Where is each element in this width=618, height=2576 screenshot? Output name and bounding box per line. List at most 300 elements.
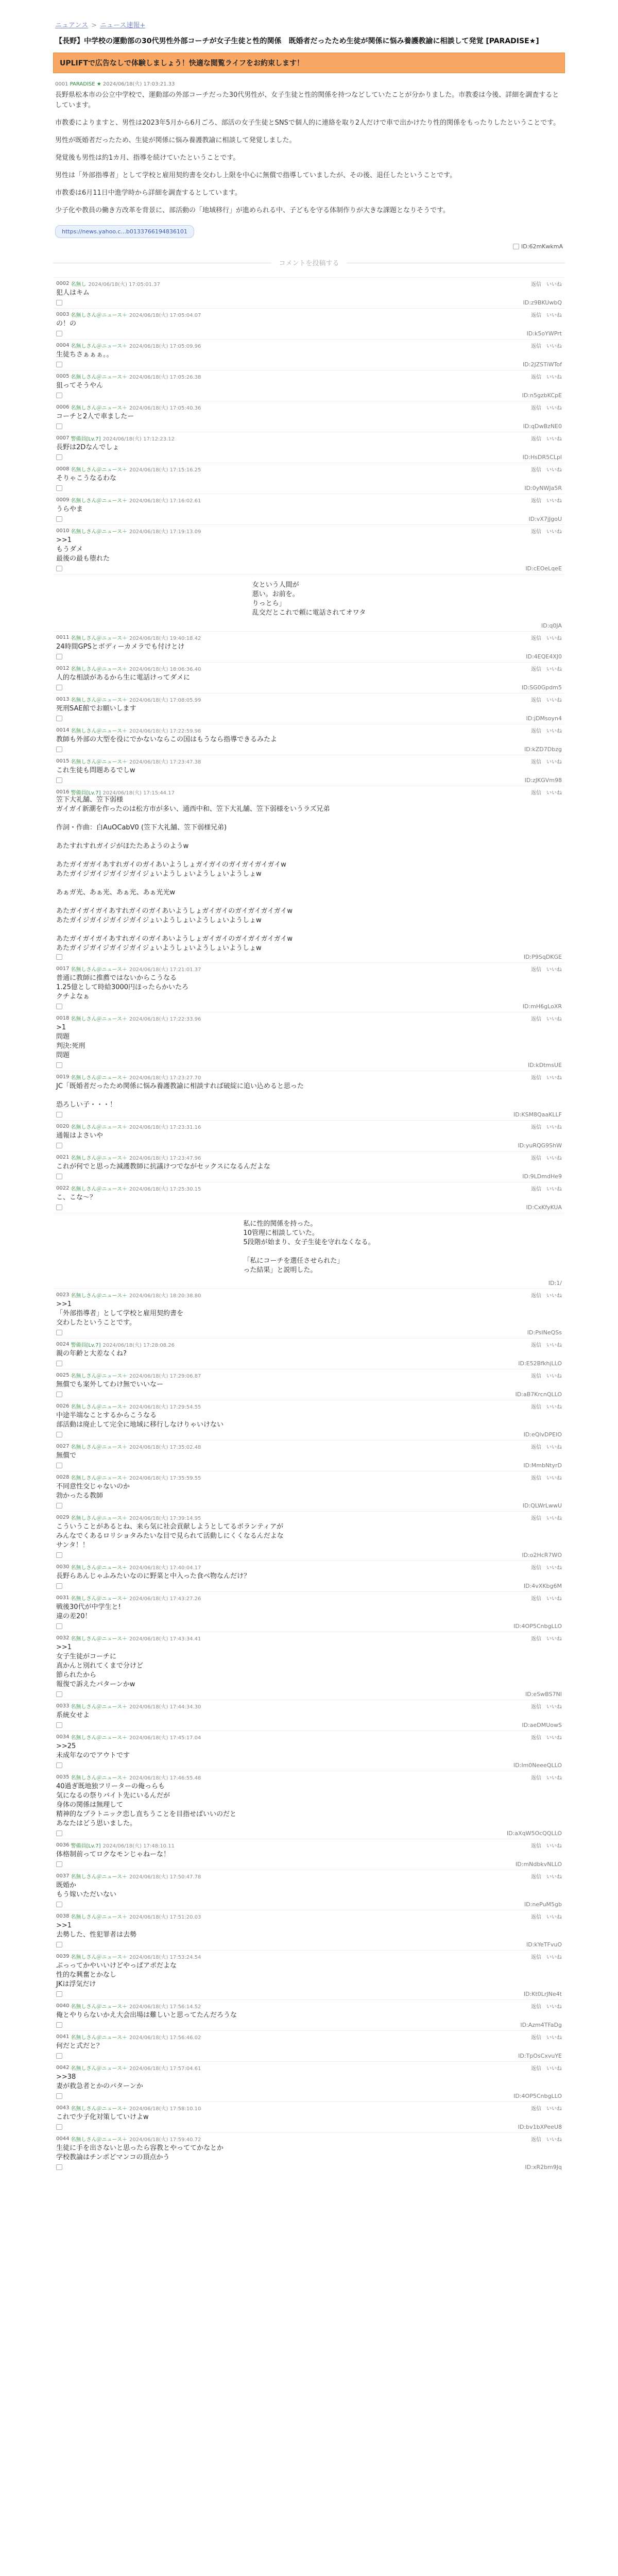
like-button[interactable]: いいね [546,790,562,796]
reply-icon[interactable] [56,1831,62,1836]
reply-icon[interactable] [56,1062,62,1068]
reply-icon[interactable] [56,516,62,522]
comment-user-id[interactable]: ID:mNdbkvNLLO [516,1861,562,1868]
uplift-banner[interactable]: UPLIFTで広告なしで体験しましょう！快適な閲覧ライフをお約束します！ [53,53,565,73]
like-button[interactable]: いいね [546,1155,562,1161]
comment-author[interactable]: 名無しさん＠ニュース＋ [71,1373,127,1379]
reply-button[interactable]: 返信 [531,1914,541,1920]
like-button[interactable]: いいね [546,967,562,973]
comment-author[interactable]: 名無しさん＠ニュース＋ [71,1016,127,1022]
source-link[interactable]: https://news.yahoo.c...b0133766194836101 [55,225,194,238]
like-button[interactable]: いいね [546,2065,562,2072]
comment-user-id[interactable]: ID:4vXKbg6M [523,1583,562,1589]
comment-user-id[interactable]: ID:k5oYWPrt [526,330,562,337]
like-button[interactable]: いいね [546,1373,562,1379]
reply-button[interactable]: 返信 [531,697,541,703]
comment-author[interactable]: 名無しさん＠ニュース＋ [71,1186,127,1192]
reply-button[interactable]: 返信 [531,635,541,641]
reply-icon[interactable] [56,331,62,336]
comment-header [56,1912,562,1920]
breadcrumb-item-home[interactable]: ニュアンス [55,22,89,29]
reply-icon[interactable] [513,244,519,249]
comment-user-id[interactable]: ID:P9SqDKGE [523,954,562,960]
reply-button[interactable]: 返信 [531,1475,541,1481]
like-button[interactable]: いいね [546,1444,562,1450]
reply-icon[interactable] [56,454,62,460]
comment-author[interactable]: 警備員[Lv.7] [71,1342,101,1348]
comment-date: 2024/06/18(火) 17:05:01.37 [88,281,160,287]
like-button[interactable]: いいね [546,405,562,411]
like-button[interactable]: いいね [546,1186,562,1192]
poster-name[interactable]: PARADISE ★ [70,81,101,87]
comment-user-id[interactable]: ID:QLWrLwwU [522,1502,562,1509]
comment-author[interactable]: 名無しさん＠ニュース＋ [71,312,127,318]
like-button[interactable]: いいね [546,343,562,349]
reply-button[interactable]: 返信 [531,281,541,287]
reply-icon[interactable] [56,1623,62,1629]
comment-number[interactable]: 0020 [56,1123,70,1129]
reply-icon[interactable] [56,1861,62,1867]
comment-body: こ、こな～？ [56,1194,97,1201]
like-button[interactable]: いいね [546,1843,562,1849]
comment-line [56,897,562,907]
like-button[interactable]: いいね [546,759,562,765]
comment-author[interactable]: 名無しさん＠ニュース＋ [71,2004,127,2010]
reply-button[interactable]: 返信 [531,1704,541,1710]
comment-author[interactable]: 名無し [71,281,87,287]
comment-number[interactable]: 0006 [56,404,70,410]
comment-user-id[interactable]: ID:nePuM5gb [524,1901,562,1908]
reply-icon[interactable] [56,2053,62,2059]
comment-number[interactable]: 0013 [56,696,70,702]
comment-number[interactable]: 0031 [56,1595,70,1601]
reply-button[interactable]: 返信 [531,1124,541,1130]
reply-icon[interactable] [56,1691,62,1697]
comment-user-id[interactable]: ID:n5gzbKCpE [522,392,562,399]
reply-button[interactable]: 返信 [531,343,541,349]
comment-user-id[interactable]: ID:zJKGVm98 [524,777,562,784]
comment-number[interactable]: 0034 [56,1734,70,1740]
comment-user-id[interactable]: ID:aB7KrcnQLLO [515,1391,562,1398]
reply-button[interactable]: 返信 [531,1404,541,1410]
like-button[interactable]: いいね [546,1016,562,1022]
comment-author[interactable]: 名無しさん＠ニュース＋ [71,1404,127,1410]
like-button[interactable]: いいね [546,1475,562,1481]
comment-user-id[interactable]: ID:9LDmdHe9 [522,1173,562,1180]
comment-date: 2024/06/18(火) 17:56:14.52 [129,2004,201,2010]
comment-user-id[interactable]: ID:HsDR5CLpl [522,454,562,461]
comment-number[interactable]: 0040 [56,2003,70,2009]
reply-button[interactable]: 返信 [531,2035,541,2041]
comment-number[interactable]: 0021 [56,1154,70,1160]
reply-button[interactable]: 返信 [531,1565,541,1571]
reply-icon[interactable] [56,1762,62,1768]
comment-body: >>1 女子生徒がコーチに 真かんと別れてくまで分けど 節られたから 報復で訴えたパターンかw [56,1643,144,1688]
reply-button[interactable]: 返信 [531,2004,541,2010]
like-button[interactable]: いいね [546,467,562,473]
comment-user-id[interactable]: ID:MmbNtyrD [523,1462,562,1469]
comment-number[interactable]: 0007 [56,435,70,441]
comment-line: あたガイジガイジガイジガイジょいようしょいようしょいようしょw [56,917,262,924]
comment-body: 死刑SAE館でお願いします [56,705,136,713]
comment-number[interactable]: 0014 [56,727,70,733]
reply-button[interactable]: 返信 [531,1186,541,1192]
comment-date: 2024/06/18(火) 17:35:02.48 [129,1444,201,1450]
reply-button[interactable]: 返信 [531,467,541,473]
comment-item [53,494,565,524]
comment-line: あたガイガガイあすれガイのガイあいようしょガイガイのガイガイガイガイw [56,861,286,869]
comment-date: 2024/06/18(火) 17:15:44.17 [102,790,175,796]
comment-user-id[interactable]: ID:2JZSTiWTof [523,361,562,368]
comment-author[interactable]: 名無しさん＠ニュース＋ [71,967,127,973]
comment-number[interactable]: 0004 [56,342,70,348]
comment-separator[interactable] [53,258,565,268]
reply-button[interactable]: 返信 [531,1016,541,1022]
comment-user-id[interactable]: ID:PsINeQSs [527,1329,562,1336]
reply-button[interactable]: 返信 [531,1775,541,1781]
like-button[interactable]: いいね [546,1075,562,1081]
comment-user-id[interactable]: ID:Azm4TFaDg [520,2022,562,2028]
comment-footer [56,1829,562,1837]
reply-icon[interactable] [56,777,62,783]
comment-number[interactable]: 0017 [56,965,70,972]
reply-button[interactable]: 返信 [531,405,541,411]
like-button[interactable]: いいね [546,1874,562,1880]
comment-author[interactable]: 名無しさん＠ニュース＋ [71,1874,127,1880]
reply-icon[interactable] [56,685,62,690]
like-button[interactable]: いいね [546,666,562,672]
reply-icon[interactable] [56,1004,62,1009]
reply-icon[interactable] [56,1174,62,1179]
reply-button[interactable]: 返信 [531,1373,541,1379]
like-button[interactable]: いいね [546,1404,562,1410]
comment-number[interactable]: 0012 [56,665,70,671]
reply-icon[interactable] [56,566,62,571]
comment-number[interactable]: 0037 [56,1873,70,1879]
comment-author[interactable]: 名無しさん＠ニュース＋ [71,1293,127,1299]
comment-author[interactable]: 名無しさん＠ニュース＋ [71,728,127,734]
comment-user-id[interactable]: ID:jDMsoyn4 [526,715,562,722]
like-button[interactable]: いいね [546,697,562,703]
like-button[interactable]: いいね [546,1565,562,1571]
comment-number[interactable]: 0042 [56,2064,70,2071]
comment-user-id[interactable]: ID:mH6gLoXR [522,1003,562,1010]
comment-author[interactable]: 名無しさん＠ニュース＋ [71,1124,127,1130]
reply-button[interactable]: 返信 [531,759,541,765]
like-button[interactable]: いいね [546,635,562,641]
comment-author[interactable]: 名無しさん＠ニュース＋ [71,1775,127,1781]
reply-button[interactable]: 返信 [531,666,541,672]
reply-button[interactable]: 返信 [531,1342,541,1348]
comment-number[interactable]: 0015 [56,758,70,764]
comment-number[interactable]: 0029 [56,1514,70,1520]
comment-number[interactable]: 0016 [56,789,70,795]
comment-author[interactable]: 名無しさん＠ニュース＋ [71,467,127,473]
comment-author[interactable]: 名無しさん＠ニュース＋ [71,2137,127,2143]
reply-icon[interactable] [56,1205,62,1210]
comment-author[interactable]: 名無しさん＠ニュース＋ [71,1954,127,1960]
like-button[interactable]: いいね [546,436,562,442]
comment-user-id[interactable]: ID:4OP5CnbgLLO [513,2093,562,2099]
reply-icon[interactable] [56,747,62,752]
comment-author[interactable]: 名無しさん＠ニュース＋ [71,405,127,411]
comment-user-id[interactable]: ID:kDtmsUE [527,1062,562,1069]
reply-button[interactable]: 返信 [531,2137,541,2143]
comment-number[interactable]: 0025 [56,1372,70,1378]
reply-button[interactable]: 返信 [531,790,541,796]
comment-user-id[interactable]: ID:eSwBS7NI [525,1691,562,1698]
comment-user-id[interactable]: ID:aeDMUowS [522,1722,562,1728]
comment-number[interactable]: 0032 [56,1635,70,1641]
reply-icon[interactable] [56,1361,62,1366]
comment-number[interactable]: 0036 [56,1842,70,1848]
reply-button[interactable]: 返信 [531,1874,541,1880]
comment-number[interactable]: 0035 [56,1774,70,1780]
like-button[interactable]: いいね [546,1124,562,1130]
comment-author[interactable]: 名無しさん＠ニュース＋ [71,2065,127,2072]
comment-user-id[interactable]: ID:E52BfkhjLLO [518,1360,562,1367]
reply-icon[interactable] [56,1143,62,1148]
reply-icon[interactable] [56,716,62,721]
comment-date: 2024/06/18(火) 17:15:16.25 [129,467,201,473]
comment-user-id[interactable]: ID:o2HcR7WO [522,1552,562,1558]
comment-number[interactable]: 0009 [56,497,70,503]
comment-date: 2024/06/18(火) 17:57:04.61 [129,2065,201,2072]
comment-user-id[interactable]: ID:1/ [548,1280,562,1286]
like-button[interactable]: いいね [546,1775,562,1781]
comment-user-id[interactable]: ID:qDwBzNE0 [523,423,562,430]
comment-number[interactable]: 0027 [56,1443,70,1449]
reply-button[interactable]: 返信 [531,312,541,318]
comment-footer [56,1941,562,1948]
comment-item [53,1950,565,1999]
comment-header [56,1733,562,1740]
like-button[interactable]: いいね [546,2137,562,2143]
reply-icon[interactable] [56,2164,62,2170]
reply-icon[interactable] [56,1552,62,1558]
comment-author[interactable]: 名無しさん＠ニュース＋ [71,343,127,349]
comment-author[interactable]: 名無しさん＠ニュース＋ [71,1475,127,1481]
reply-icon[interactable] [56,1392,62,1397]
comment-number[interactable]: 0002 [56,280,70,286]
reply-icon[interactable] [56,393,62,398]
reply-icon[interactable] [56,1583,62,1589]
comment-author[interactable]: 名無しさん＠ニュース＋ [71,635,127,641]
reply-button[interactable]: 返信 [531,1843,541,1849]
comment-user-id[interactable]: ID:4EQE4XJ0 [526,653,562,660]
comment-number[interactable]: 0010 [56,528,70,534]
reply-icon[interactable] [56,1432,62,1437]
like-button[interactable]: いいね [546,529,562,535]
comment-list [53,277,565,2173]
comment-user-id[interactable]: ID:kZD7Dbzg [524,746,562,753]
comment-number[interactable]: 0005 [56,373,70,379]
comment-user-id[interactable]: ID:Im0NeeeQLLO [513,1762,562,1769]
comment-author[interactable]: 名無しさん＠ニュース＋ [71,1636,127,1642]
comment-number[interactable]: 0024 [56,1341,70,1347]
comment-number[interactable]: 0022 [56,1185,70,1191]
reply-icon[interactable] [56,1503,62,1509]
comment-author[interactable]: 名無しさん＠ニュース＋ [71,498,127,504]
comment-user-id[interactable]: ID:q0JA [541,622,562,629]
comment-number[interactable]: 0043 [56,2105,70,2111]
reply-icon[interactable] [56,1942,62,1947]
breadcrumb-item-category[interactable]: ニュース速報+ [100,22,146,29]
reply-icon[interactable] [56,1112,62,1117]
comment-number[interactable]: 0033 [56,1703,70,1709]
comment-header [56,696,562,703]
comment-author[interactable]: 名無しさん＠ニュース＋ [71,1565,127,1571]
reply-icon[interactable] [56,1991,62,1997]
comment-user-id[interactable]: ID:z9BKUwbQ [523,299,562,306]
comment-author[interactable]: 名無しさん＠ニュース＋ [71,1075,127,1081]
comment-number[interactable]: 0030 [56,1564,70,1570]
comment-author[interactable]: 名無しさん＠ニュース＋ [71,1735,127,1741]
reply-icon[interactable] [56,2093,62,2099]
reply-icon[interactable] [56,300,62,306]
reply-button[interactable]: 返信 [531,1293,541,1299]
comment-user-id[interactable]: ID:bv1bXPeeU8 [518,2124,562,2130]
reply-icon[interactable] [56,954,62,960]
comment-footer [56,1582,562,1590]
reply-icon[interactable] [56,423,62,429]
like-button[interactable]: いいね [546,2004,562,2010]
comment-author[interactable]: 警備員[Lv.7] [71,1843,101,1849]
reply-button[interactable]: 返信 [531,1954,541,1960]
reply-button[interactable]: 返信 [531,728,541,734]
comment-user-id[interactable]: ID:CxKfyKUA [526,1204,562,1211]
comment-author[interactable]: 警備員[Lv.7] [71,790,101,796]
comment-item [53,1910,565,1950]
comment-author[interactable]: 名無しさん＠ニュース＋ [71,1515,127,1521]
comment-number[interactable]: 0039 [56,1953,70,1959]
reply-button[interactable]: 返信 [531,1444,541,1450]
comment-header [56,2104,562,2111]
reply-icon[interactable] [56,1902,62,1907]
comment-user-id[interactable]: ID:0yNWJa5R [524,485,562,492]
comment-body: JC「既婚者だったため関係に悩み養護教諭に相談すれば破綻に追い込めると思った 恐ろしい子・・・！ [56,1082,304,1109]
reply-button[interactable]: 返信 [531,1636,541,1642]
comment-number[interactable]: 0008 [56,466,70,472]
comment-date: 2024/06/18(火) 17:23:27.70 [129,1075,201,1081]
reply-icon[interactable] [56,2022,62,2028]
like-button[interactable]: いいね [546,2035,562,2041]
comment-user-id[interactable]: ID:aXqW5OcQQLLO [506,1830,562,1837]
comment-header [56,965,562,972]
comment-author[interactable]: 名無しさん＠ニュース＋ [71,1704,127,1710]
comment-number[interactable]: 0003 [56,311,70,317]
reply-button[interactable]: 返信 [531,436,541,442]
reply-button[interactable]: 返信 [531,1596,541,1602]
reply-icon[interactable] [56,485,62,491]
comment-user-id[interactable]: ID:kYeTFvuO [526,1941,562,1948]
comment-author[interactable]: 名無しさん＠ニュース＋ [71,697,127,703]
comment-author[interactable]: 名無しさん＠ニュース＋ [71,759,127,765]
like-button[interactable]: いいね [546,1954,562,1960]
comment-number[interactable]: 0011 [56,634,70,640]
comment-number[interactable]: 0018 [56,1015,70,1021]
reply-button[interactable]: 返信 [531,1155,541,1161]
like-button[interactable]: いいね [546,1704,562,1710]
comment-number[interactable]: 0023 [56,1292,70,1298]
comment-user-id[interactable]: ID:Kt0LrJNe4t [523,1991,562,1997]
comment-user-id[interactable]: ID:KSM8QaaKLLF [513,1111,562,1118]
like-button[interactable]: いいね [546,1515,562,1521]
reply-icon[interactable] [56,2124,62,2130]
reply-icon[interactable] [56,1330,62,1335]
like-button[interactable]: いいね [546,728,562,734]
comment-user-id[interactable]: ID:SG0Gpdm5 [521,684,562,691]
reply-button[interactable]: 返信 [531,374,541,380]
comment-author[interactable]: 名無しさん＠ニュース＋ [71,1914,127,1920]
reply-button[interactable]: 返信 [531,2106,541,2112]
reply-button[interactable]: 返信 [531,1075,541,1081]
comment-body: 戦後30代が中学生と! 違の差20！ [56,1603,121,1620]
reply-button[interactable]: 返信 [531,529,541,535]
reply-button[interactable]: 返信 [531,967,541,973]
like-button[interactable]: いいね [546,1342,562,1348]
comment-author[interactable]: 名無しさん＠ニュース＋ [71,666,127,672]
comment-user-id[interactable]: ID:yuRQG9ShW [518,1142,562,1149]
comment-number[interactable]: 0026 [56,1403,70,1409]
comment-author[interactable]: 名無しさん＠ニュース＋ [71,2035,127,2041]
comment-author[interactable]: 名無しさん＠ニュース＋ [71,1596,127,1602]
reply-icon[interactable] [56,1463,62,1468]
like-button[interactable]: いいね [546,312,562,318]
like-button[interactable]: いいね [546,2106,562,2112]
like-button[interactable]: いいね [546,498,562,504]
post-comment-link[interactable]: コメントを投稿する [271,260,346,267]
comment-number[interactable]: 0019 [56,1074,70,1080]
comment-number[interactable]: 0028 [56,1474,70,1480]
like-button[interactable]: いいね [546,1636,562,1642]
reply-button[interactable]: 返信 [531,1515,541,1521]
comment-author[interactable]: 名無しさん＠ニュース＋ [71,1444,127,1450]
comment-line [56,851,562,860]
like-button[interactable]: いいね [546,281,562,287]
like-button[interactable]: いいね [546,1914,562,1920]
comment-number[interactable]: 0041 [56,2033,70,2040]
comment-author[interactable]: 名無しさん＠ニュース＋ [71,2106,127,2112]
comment-number[interactable]: 0038 [56,1913,70,1919]
comment-user-id[interactable]: ID:eQlvDPEIO [523,1431,562,1438]
comment-footer [56,745,562,753]
comment-user-id[interactable]: ID:vX7jJgoU [528,516,562,522]
comment-author[interactable]: 名無しさん＠ニュース＋ [71,374,127,380]
reply-button[interactable]: 返信 [531,2065,541,2072]
article-id[interactable]: ID:62mKwkmA [521,243,563,250]
comment-number[interactable]: 0044 [56,2136,70,2142]
comment-user-id[interactable]: ID:xR2bm9Jq [525,2164,562,2171]
comment-author[interactable]: 警備員[Lv.7] [71,436,101,442]
comment-user-id[interactable]: ID:TpOsCxvuYE [518,2053,562,2059]
like-button[interactable]: いいね [546,1293,562,1299]
like-button[interactable]: いいね [546,1596,562,1602]
like-button[interactable]: いいね [546,1735,562,1741]
reply-button[interactable]: 返信 [531,1735,541,1741]
comment-author[interactable]: 名無しさん＠ニュース＋ [71,529,127,535]
reply-icon[interactable] [56,1722,62,1728]
comment-user-id[interactable]: ID:4OP5CnbgLLO [513,1623,562,1630]
like-button[interactable]: いいね [546,374,562,380]
comment-user-id[interactable]: ID:cEOeLqeE [525,565,562,572]
reply-icon[interactable] [56,654,62,659]
reply-icon[interactable] [56,362,62,367]
comment-footer [56,1622,562,1630]
comment-author[interactable]: 名無しさん＠ニュース＋ [71,1155,127,1161]
breadcrumb-separator: > [91,22,97,29]
reply-button[interactable]: 返信 [531,498,541,504]
